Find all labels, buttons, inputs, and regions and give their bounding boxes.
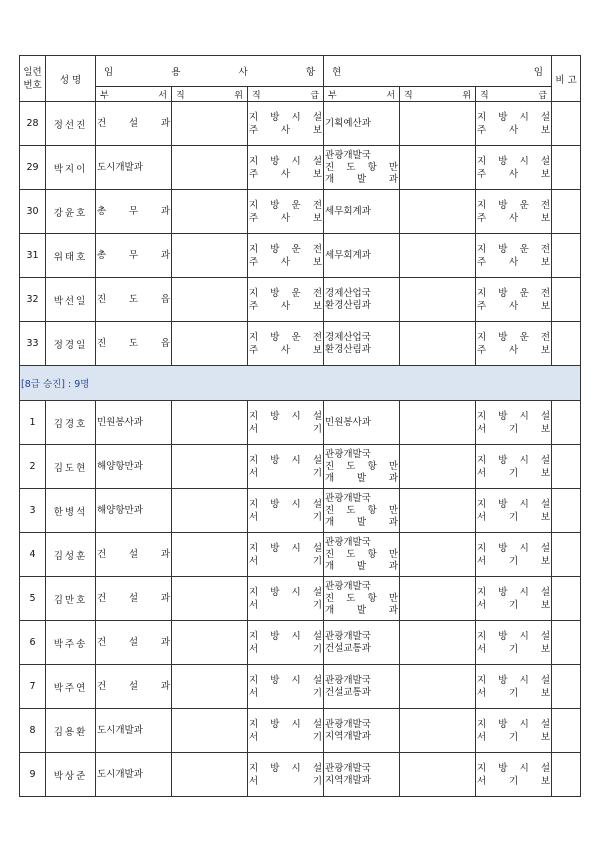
appointment-grade-line: 지 방 시 설 — [249, 718, 323, 730]
current-dept-line: 진 도 항 만 — [325, 548, 399, 560]
appointment-position — [172, 190, 248, 234]
current-dept-line: 지역개발과 — [325, 774, 371, 786]
table-row — [20, 577, 581, 621]
appointment-dept-line: 진 도 읍 — [97, 337, 170, 349]
current-grade — [476, 709, 552, 753]
appointment-position — [172, 665, 248, 709]
appointment-grade-line: 주 사 보 — [249, 344, 323, 356]
current-dept-line: 관광개발국 — [325, 674, 371, 686]
appointment-position — [172, 234, 248, 278]
person-name: 박주송 — [46, 621, 96, 665]
row-number: 1 — [20, 401, 46, 445]
row-number: 29 — [20, 146, 46, 190]
person-name: 김성훈 — [46, 533, 96, 577]
current-position — [400, 190, 476, 234]
appointment-position — [172, 322, 248, 366]
current-grade-line: 주 사 보 — [477, 344, 551, 356]
current-grade-line: 지 방 시 설 — [477, 674, 551, 686]
current-dept — [324, 665, 400, 709]
current-dept — [324, 278, 400, 322]
appointment-dept — [96, 489, 172, 533]
appointment-grade-line: 지 방 운 전 — [249, 287, 323, 299]
appointment-grade — [248, 753, 324, 797]
appointment-grade — [248, 146, 324, 190]
appointment-grade-line: 주 사 보 — [249, 124, 323, 136]
appointment-grade — [248, 533, 324, 577]
appointment-grade-line: 주 사 보 — [249, 168, 323, 180]
appointment-grade-line: 주 사 보 — [249, 212, 323, 224]
current-grade-line: 지 방 시 설 — [477, 718, 551, 730]
current-dept-line: 관광개발국 — [325, 580, 371, 592]
row-number: 33 — [20, 322, 46, 366]
current-position — [400, 102, 476, 146]
appointment-dept — [96, 401, 172, 445]
remarks-cell — [552, 489, 581, 533]
current-dept — [324, 322, 400, 366]
appointment-grade — [248, 621, 324, 665]
current-dept — [324, 190, 400, 234]
appointment-dept-line: 도시개발과 — [97, 724, 143, 736]
current-dept — [324, 709, 400, 753]
current-dept — [324, 577, 400, 621]
current-dept-header: 부 서 — [324, 87, 400, 102]
current-position — [400, 445, 476, 489]
appointment-dept-line: 건 설 과 — [97, 117, 170, 129]
current-dept-line: 개 발 과 — [325, 516, 399, 528]
row-number: 8 — [20, 709, 46, 753]
remarks-cell — [552, 234, 581, 278]
appointment-dept-line: 총 무 과 — [97, 249, 170, 261]
current-dept-line: 진 도 항 만 — [325, 504, 399, 516]
current-grade — [476, 489, 552, 533]
current-position — [400, 401, 476, 445]
appointment-grade — [248, 665, 324, 709]
current-position — [400, 533, 476, 577]
current-dept — [324, 445, 400, 489]
table-row — [20, 445, 581, 489]
current-grade-line: 주 사 보 — [477, 256, 551, 268]
appointment-grade — [248, 489, 324, 533]
current-dept-line: 관광개발국 — [325, 536, 371, 548]
current-dept-line: 개 발 과 — [325, 472, 399, 484]
current-grade-line: 서 기 보 — [477, 643, 551, 655]
appointment-dept — [96, 190, 172, 234]
current-dept-line: 경제산업국 — [325, 331, 371, 343]
section-block — [20, 366, 581, 401]
table-row — [20, 278, 581, 322]
appointment-dept — [96, 146, 172, 190]
current-dept-line: 관광개발국 — [325, 718, 371, 730]
row-number: 4 — [20, 533, 46, 577]
row-number: 2 — [20, 445, 46, 489]
appointment-position — [172, 577, 248, 621]
current-grade-line: 서 기 보 — [477, 687, 551, 699]
current-header: 현 임 — [324, 56, 552, 87]
current-grade — [476, 753, 552, 797]
current-dept — [324, 401, 400, 445]
current-dept — [324, 489, 400, 533]
appointment-grade — [248, 190, 324, 234]
current-dept-line: 관광개발국 — [325, 762, 371, 774]
current-dept-line: 기획예산과 — [325, 117, 371, 129]
current-grade-line: 주 사 보 — [477, 300, 551, 312]
table-row — [20, 489, 581, 533]
appointment-grade-line: 서 기 — [249, 731, 323, 743]
appointment-dept — [96, 665, 172, 709]
row-number: 7 — [20, 665, 46, 709]
current-dept-line: 관광개발국 — [325, 448, 371, 460]
appointment-grade-line: 서 기 — [249, 643, 323, 655]
table-row — [20, 621, 581, 665]
person-name: 정선진 — [46, 102, 96, 146]
row-number: 32 — [20, 278, 46, 322]
appointment-grade-line: 서 기 — [249, 555, 323, 567]
appointment-dept-line: 도시개발과 — [97, 161, 143, 173]
row-number: 28 — [20, 102, 46, 146]
appointment-dept-line: 해양항만과 — [97, 504, 143, 516]
rows-top — [20, 102, 581, 366]
table-row — [20, 234, 581, 278]
person-name: 박주연 — [46, 665, 96, 709]
appointment-grade — [248, 278, 324, 322]
person-name: 박지이 — [46, 146, 96, 190]
appointment-grade-line: 주 사 보 — [249, 300, 323, 312]
appointment-position — [172, 445, 248, 489]
current-position — [400, 665, 476, 709]
appointment-grade-line: 지 방 시 설 — [249, 586, 323, 598]
appointment-position-header: 직 위 — [172, 87, 248, 102]
current-grade-line: 지 방 시 설 — [477, 542, 551, 554]
appointment-dept — [96, 709, 172, 753]
current-grade-line: 서 기 보 — [477, 731, 551, 743]
row-number: 31 — [20, 234, 46, 278]
current-dept-line: 환경산림과 — [325, 343, 371, 355]
current-dept-line: 진 도 항 만 — [325, 460, 399, 472]
current-dept-line: 민원봉사과 — [325, 416, 371, 428]
current-dept-line: 관광개발국 — [325, 492, 371, 504]
rows-bottom — [20, 401, 581, 797]
person-name: 강윤호 — [46, 190, 96, 234]
appointment-grade-line: 서 기 — [249, 687, 323, 699]
person-name: 위태호 — [46, 234, 96, 278]
appointment-dept — [96, 621, 172, 665]
appointment-dept-line: 건 설 과 — [97, 680, 170, 692]
appointment-position — [172, 102, 248, 146]
current-dept-line: 진 도 항 만 — [325, 592, 399, 604]
appointment-dept — [96, 278, 172, 322]
table-row — [20, 190, 581, 234]
appointment-grade-line: 서 기 — [249, 599, 323, 611]
current-grade-line: 지 방 운 전 — [477, 331, 551, 343]
appointment-grade-line: 지 방 시 설 — [249, 498, 323, 510]
person-name: 김경호 — [46, 401, 96, 445]
current-dept-line: 개 발 과 — [325, 604, 399, 616]
appointment-grade — [248, 401, 324, 445]
current-dept-line: 환경산림과 — [325, 299, 371, 311]
current-grade-line: 지 방 시 설 — [477, 586, 551, 598]
current-grade-line: 주 사 보 — [477, 124, 551, 136]
current-grade-line: 서 기 보 — [477, 467, 551, 479]
current-grade-line: 서 기 보 — [477, 775, 551, 787]
current-grade — [476, 577, 552, 621]
current-position — [400, 234, 476, 278]
appointment-position — [172, 146, 248, 190]
appointment-dept-line: 해양항만과 — [97, 460, 143, 472]
table-row — [20, 665, 581, 709]
current-dept-line: 진 도 항 만 — [325, 161, 399, 173]
current-grade-header: 직 급 — [476, 87, 552, 102]
appointment-dept-line: 민원봉사과 — [97, 416, 143, 428]
appointment-dept — [96, 753, 172, 797]
appointment-dept-line: 도시개발과 — [97, 768, 143, 780]
appointment-position — [172, 621, 248, 665]
remarks-cell — [552, 278, 581, 322]
appointment-grade-line: 지 방 운 전 — [249, 243, 323, 255]
current-grade — [476, 322, 552, 366]
appointment-dept-header: 부 서 — [96, 87, 172, 102]
appointment-grade — [248, 102, 324, 146]
current-position-header: 직 위 — [400, 87, 476, 102]
appointment-grade-line: 지 방 운 전 — [249, 331, 323, 343]
table-row — [20, 102, 581, 146]
header-row-top — [20, 56, 581, 87]
current-grade-line: 지 방 시 설 — [477, 630, 551, 642]
appointment-position — [172, 533, 248, 577]
current-grade — [476, 533, 552, 577]
current-grade-line: 지 방 시 설 — [477, 454, 551, 466]
row-number: 6 — [20, 621, 46, 665]
row-number: 9 — [20, 753, 46, 797]
appointment-dept — [96, 533, 172, 577]
remarks-header: 비 고 — [552, 56, 581, 102]
appointment-grade-line: 지 방 시 설 — [249, 762, 323, 774]
table-row — [20, 709, 581, 753]
current-grade — [476, 665, 552, 709]
appointment-grade — [248, 445, 324, 489]
appointment-position — [172, 753, 248, 797]
appointment-grade-line: 서 기 — [249, 511, 323, 523]
serial-header-line1: 일련 — [23, 66, 42, 78]
table-row — [20, 753, 581, 797]
current-position — [400, 489, 476, 533]
current-grade-line: 서 기 보 — [477, 555, 551, 567]
remarks-cell — [552, 533, 581, 577]
remarks-cell — [552, 445, 581, 489]
table-row — [20, 401, 581, 445]
person-name: 김도현 — [46, 445, 96, 489]
person-name: 김용환 — [46, 709, 96, 753]
appointment-position — [172, 709, 248, 753]
current-grade-line: 지 방 시 설 — [477, 762, 551, 774]
appointment-grade-line: 지 방 시 설 — [249, 674, 323, 686]
remarks-cell — [552, 665, 581, 709]
current-grade-line: 지 방 시 설 — [477, 410, 551, 422]
appointment-dept-line: 진 도 읍 — [97, 293, 170, 305]
appointment-grade-line: 지 방 시 설 — [249, 630, 323, 642]
current-grade — [476, 146, 552, 190]
current-dept-line: 경제산업국 — [325, 287, 371, 299]
appointment-dept — [96, 234, 172, 278]
header-row-bottom — [20, 87, 581, 102]
row-number: 3 — [20, 489, 46, 533]
appointment-grade-line: 지 방 운 전 — [249, 199, 323, 211]
appointment-position — [172, 401, 248, 445]
appointment-dept-line: 건 설 과 — [97, 548, 170, 560]
current-grade — [476, 621, 552, 665]
current-dept-line: 개 발 과 — [325, 173, 399, 185]
current-grade-line: 지 방 시 설 — [477, 155, 551, 167]
current-dept-line: 건설교통과 — [325, 642, 371, 654]
appointment-grade-line: 서 기 — [249, 467, 323, 479]
current-dept — [324, 234, 400, 278]
current-dept-line: 지역개발과 — [325, 730, 371, 742]
remarks-cell — [552, 401, 581, 445]
appointment-grade-line: 지 방 시 설 — [249, 155, 323, 167]
current-dept-line: 건설교통과 — [325, 686, 371, 698]
current-dept-line: 세무회계과 — [325, 249, 371, 261]
current-dept-line: 관광개발국 — [325, 630, 371, 642]
remarks-cell — [552, 709, 581, 753]
current-grade-line: 지 방 운 전 — [477, 287, 551, 299]
section-title: [8급 승진] : 9명 — [20, 366, 581, 401]
appointment-grade-line: 지 방 시 설 — [249, 111, 323, 123]
remarks-cell — [552, 753, 581, 797]
person-name: 한병석 — [46, 489, 96, 533]
remarks-cell — [552, 322, 581, 366]
appointment-grade — [248, 577, 324, 621]
appointment-grade-line: 서 기 — [249, 775, 323, 787]
appointment-dept-line: 건 설 과 — [97, 592, 170, 604]
appointment-grade-line: 지 방 시 설 — [249, 542, 323, 554]
table-row — [20, 146, 581, 190]
current-dept-line: 세무회계과 — [325, 205, 371, 217]
appointment-dept-line: 건 설 과 — [97, 636, 170, 648]
current-grade-line: 지 방 운 전 — [477, 199, 551, 211]
current-position — [400, 621, 476, 665]
appointment-grade-line: 지 방 시 설 — [249, 410, 323, 422]
current-position — [400, 322, 476, 366]
serial-header-line2: 번호 — [23, 79, 42, 91]
appointment-dept-line: 총 무 과 — [97, 205, 170, 217]
current-dept-line: 개 발 과 — [325, 560, 399, 572]
current-grade-line: 지 방 시 설 — [477, 111, 551, 123]
appointment-grade-line: 지 방 시 설 — [249, 454, 323, 466]
current-position — [400, 753, 476, 797]
appointment-position — [172, 489, 248, 533]
personnel-table — [19, 55, 581, 797]
remarks-cell — [552, 146, 581, 190]
current-grade-line: 지 방 운 전 — [477, 243, 551, 255]
current-grade-line: 서 기 보 — [477, 599, 551, 611]
appointment-dept — [96, 577, 172, 621]
current-grade — [476, 190, 552, 234]
current-grade-line: 주 사 보 — [477, 168, 551, 180]
remarks-cell — [552, 577, 581, 621]
current-dept — [324, 146, 400, 190]
current-grade — [476, 445, 552, 489]
remarks-cell — [552, 102, 581, 146]
current-dept — [324, 533, 400, 577]
current-dept — [324, 621, 400, 665]
appointment-grade — [248, 709, 324, 753]
row-number: 5 — [20, 577, 46, 621]
appointment-header: 임 용 사 항 — [96, 56, 324, 87]
appointment-grade — [248, 322, 324, 366]
appointment-grade-line: 서 기 — [249, 423, 323, 435]
appointment-dept — [96, 102, 172, 146]
remarks-cell — [552, 621, 581, 665]
appointment-grade — [248, 234, 324, 278]
person-name: 정경일 — [46, 322, 96, 366]
table-row — [20, 322, 581, 366]
current-grade — [476, 234, 552, 278]
current-dept — [324, 753, 400, 797]
current-dept — [324, 102, 400, 146]
current-position — [400, 146, 476, 190]
current-grade — [476, 102, 552, 146]
current-grade-line: 주 사 보 — [477, 212, 551, 224]
row-number: 30 — [20, 190, 46, 234]
person-name: 김만호 — [46, 577, 96, 621]
table-row — [20, 533, 581, 577]
current-dept-line: 관광개발국 — [325, 149, 371, 161]
serial-header — [20, 56, 46, 102]
current-position — [400, 709, 476, 753]
appointment-dept — [96, 322, 172, 366]
name-header: 성 명 — [46, 56, 96, 102]
current-grade — [476, 401, 552, 445]
section-row — [20, 366, 581, 401]
remarks-cell — [552, 190, 581, 234]
person-name: 박선일 — [46, 278, 96, 322]
person-name: 박상준 — [46, 753, 96, 797]
current-grade — [476, 278, 552, 322]
appointment-dept — [96, 445, 172, 489]
current-grade-line: 서 기 보 — [477, 423, 551, 435]
appointment-position — [172, 278, 248, 322]
current-position — [400, 278, 476, 322]
appointment-grade-header: 직 급 — [248, 87, 324, 102]
current-grade-line: 지 방 시 설 — [477, 498, 551, 510]
current-position — [400, 577, 476, 621]
current-grade-line: 서 기 보 — [477, 511, 551, 523]
appointment-grade-line: 주 사 보 — [249, 256, 323, 268]
